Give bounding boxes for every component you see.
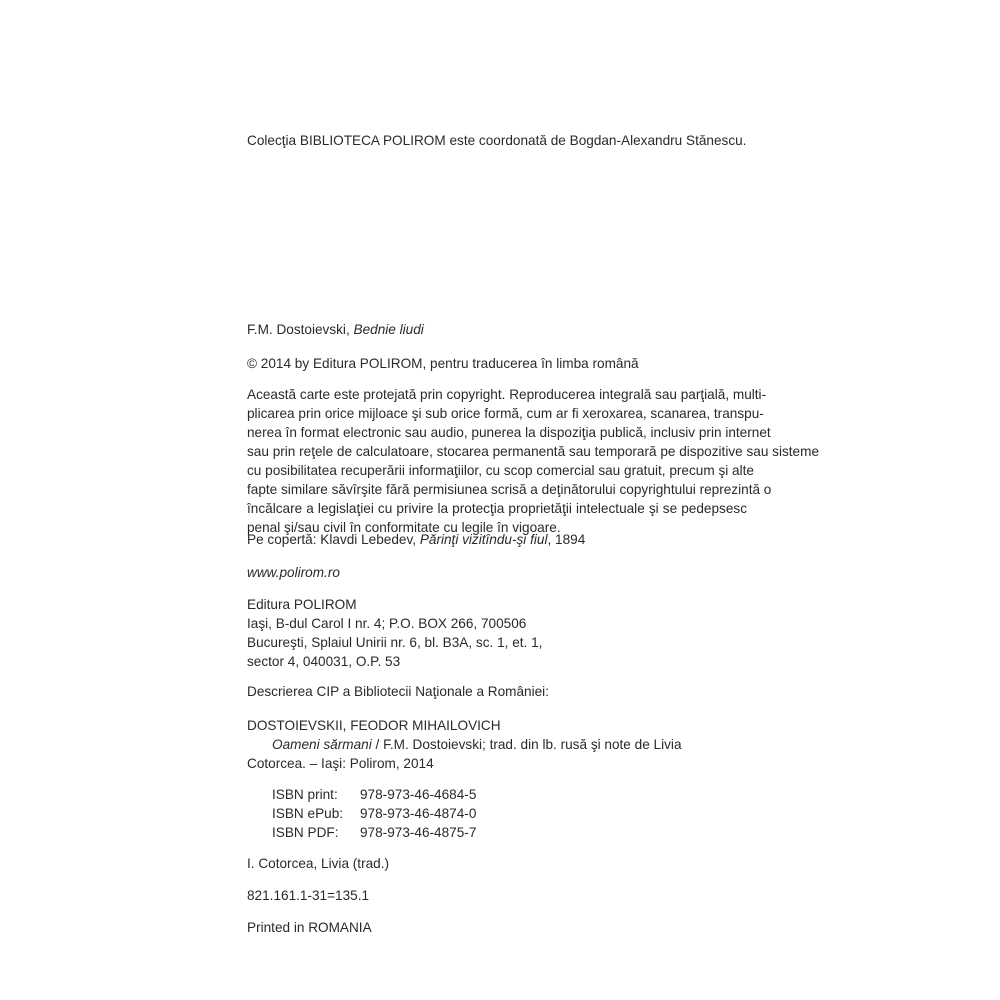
cip-entry-line bbox=[272, 735, 682, 754]
publisher-address-line: Iaşi, B-dul Carol I nr. 4; P.O. BOX 266, 700506 bbox=[247, 616, 527, 631]
translator-entry: I. Cotorcea, Livia (trad.) bbox=[247, 856, 390, 871]
printed-in: Printed in ROMANIA bbox=[247, 920, 372, 935]
cover-credit-prefix: Pe copertă: Klavdi Lebedev, bbox=[247, 532, 420, 547]
rights-line: penal şi/sau civil în conformitate cu legile în vigoare. bbox=[247, 520, 561, 535]
isbn-value: 978-973-46-4875-7 bbox=[360, 825, 477, 840]
rights-line: încălcare a legislaţiei cu privire la protecţia proprietăţii intelectuale şi se pedepsesc bbox=[247, 501, 747, 516]
original-title: Bednie liudi bbox=[353, 322, 424, 337]
rights-line: sau prin reţele de calculatoare, stocarea permanentă sau temporară pe dispozitive sau sisteme bbox=[247, 444, 820, 459]
cip-entry-rest: / F.M. Dostoievski; trad. din lb. rusă şi note de Livia bbox=[371, 737, 682, 752]
rights-line: cu posibilitatea recuperării informaţiilor, cu scop comercial sau gratuit, precum şi alte bbox=[247, 463, 754, 478]
classification-code: 821.161.1-31=135.1 bbox=[247, 888, 370, 903]
rights-line: Această carte este protejată prin copyright. Reproducerea integrală sau parţială, multi- bbox=[247, 387, 767, 402]
cip-heading: Descrierea CIP a Bibliotecii Naţionale a României: bbox=[247, 684, 549, 699]
cover-credit-work: Părinţi vizitîndu-şi fiul bbox=[419, 532, 548, 547]
isbn-value: 978-973-46-4684-5 bbox=[360, 787, 477, 802]
isbn-epub bbox=[272, 804, 476, 823]
isbn-label: ISBN ePub: bbox=[272, 806, 344, 821]
cip-entry-line: Cotorcea. – Iaşi: Polirom, 2014 bbox=[247, 756, 434, 771]
cover-credit bbox=[247, 530, 585, 549]
publisher-name: Editura POLIROM bbox=[247, 597, 357, 612]
copyright-line: © 2014 by Editura POLIROM, pentru traducerea în limba română bbox=[247, 356, 639, 371]
isbn-label: ISBN print: bbox=[272, 787, 338, 802]
publisher-address-line: Bucureşti, Splaiul Unirii nr. 6, bl. B3A, sc. 1, et. 1, bbox=[247, 635, 543, 650]
isbn-value: 978-973-46-4874-0 bbox=[360, 806, 477, 821]
original-author: F.M. Dostoievski, bbox=[247, 322, 354, 337]
collection-note: Colecţia BIBLIOTECA POLIROM este coordonată de Bogdan-Alexandru Stănescu. bbox=[247, 133, 747, 148]
rights-line: nerea în format electronic sau audio, punerea la dispoziţia publică, inclusiv prin internet bbox=[247, 425, 771, 440]
rights-line: plicarea prin orice mijloace şi sub orice formă, cum ar fi xeroxarea, scanarea, transpu- bbox=[247, 406, 764, 421]
cip-title: Oameni sărmani bbox=[272, 737, 372, 752]
original-title-line bbox=[247, 320, 424, 339]
cip-author: DOSTOIEVSKII, FEODOR MIHAILOVICH bbox=[247, 718, 501, 733]
isbn-print bbox=[272, 785, 476, 804]
rights-line: fapte similare săvîrşite fără permisiunea scrisă a deţinătorului copyrightului reprezintă o bbox=[247, 482, 772, 497]
publisher-address-line: sector 4, 040031, O.P. 53 bbox=[247, 654, 401, 669]
isbn-label: ISBN PDF: bbox=[272, 825, 339, 840]
cover-credit-year: , 1894 bbox=[547, 532, 586, 547]
website-link[interactable]: www.polirom.ro bbox=[247, 565, 340, 580]
isbn-pdf bbox=[272, 823, 476, 842]
